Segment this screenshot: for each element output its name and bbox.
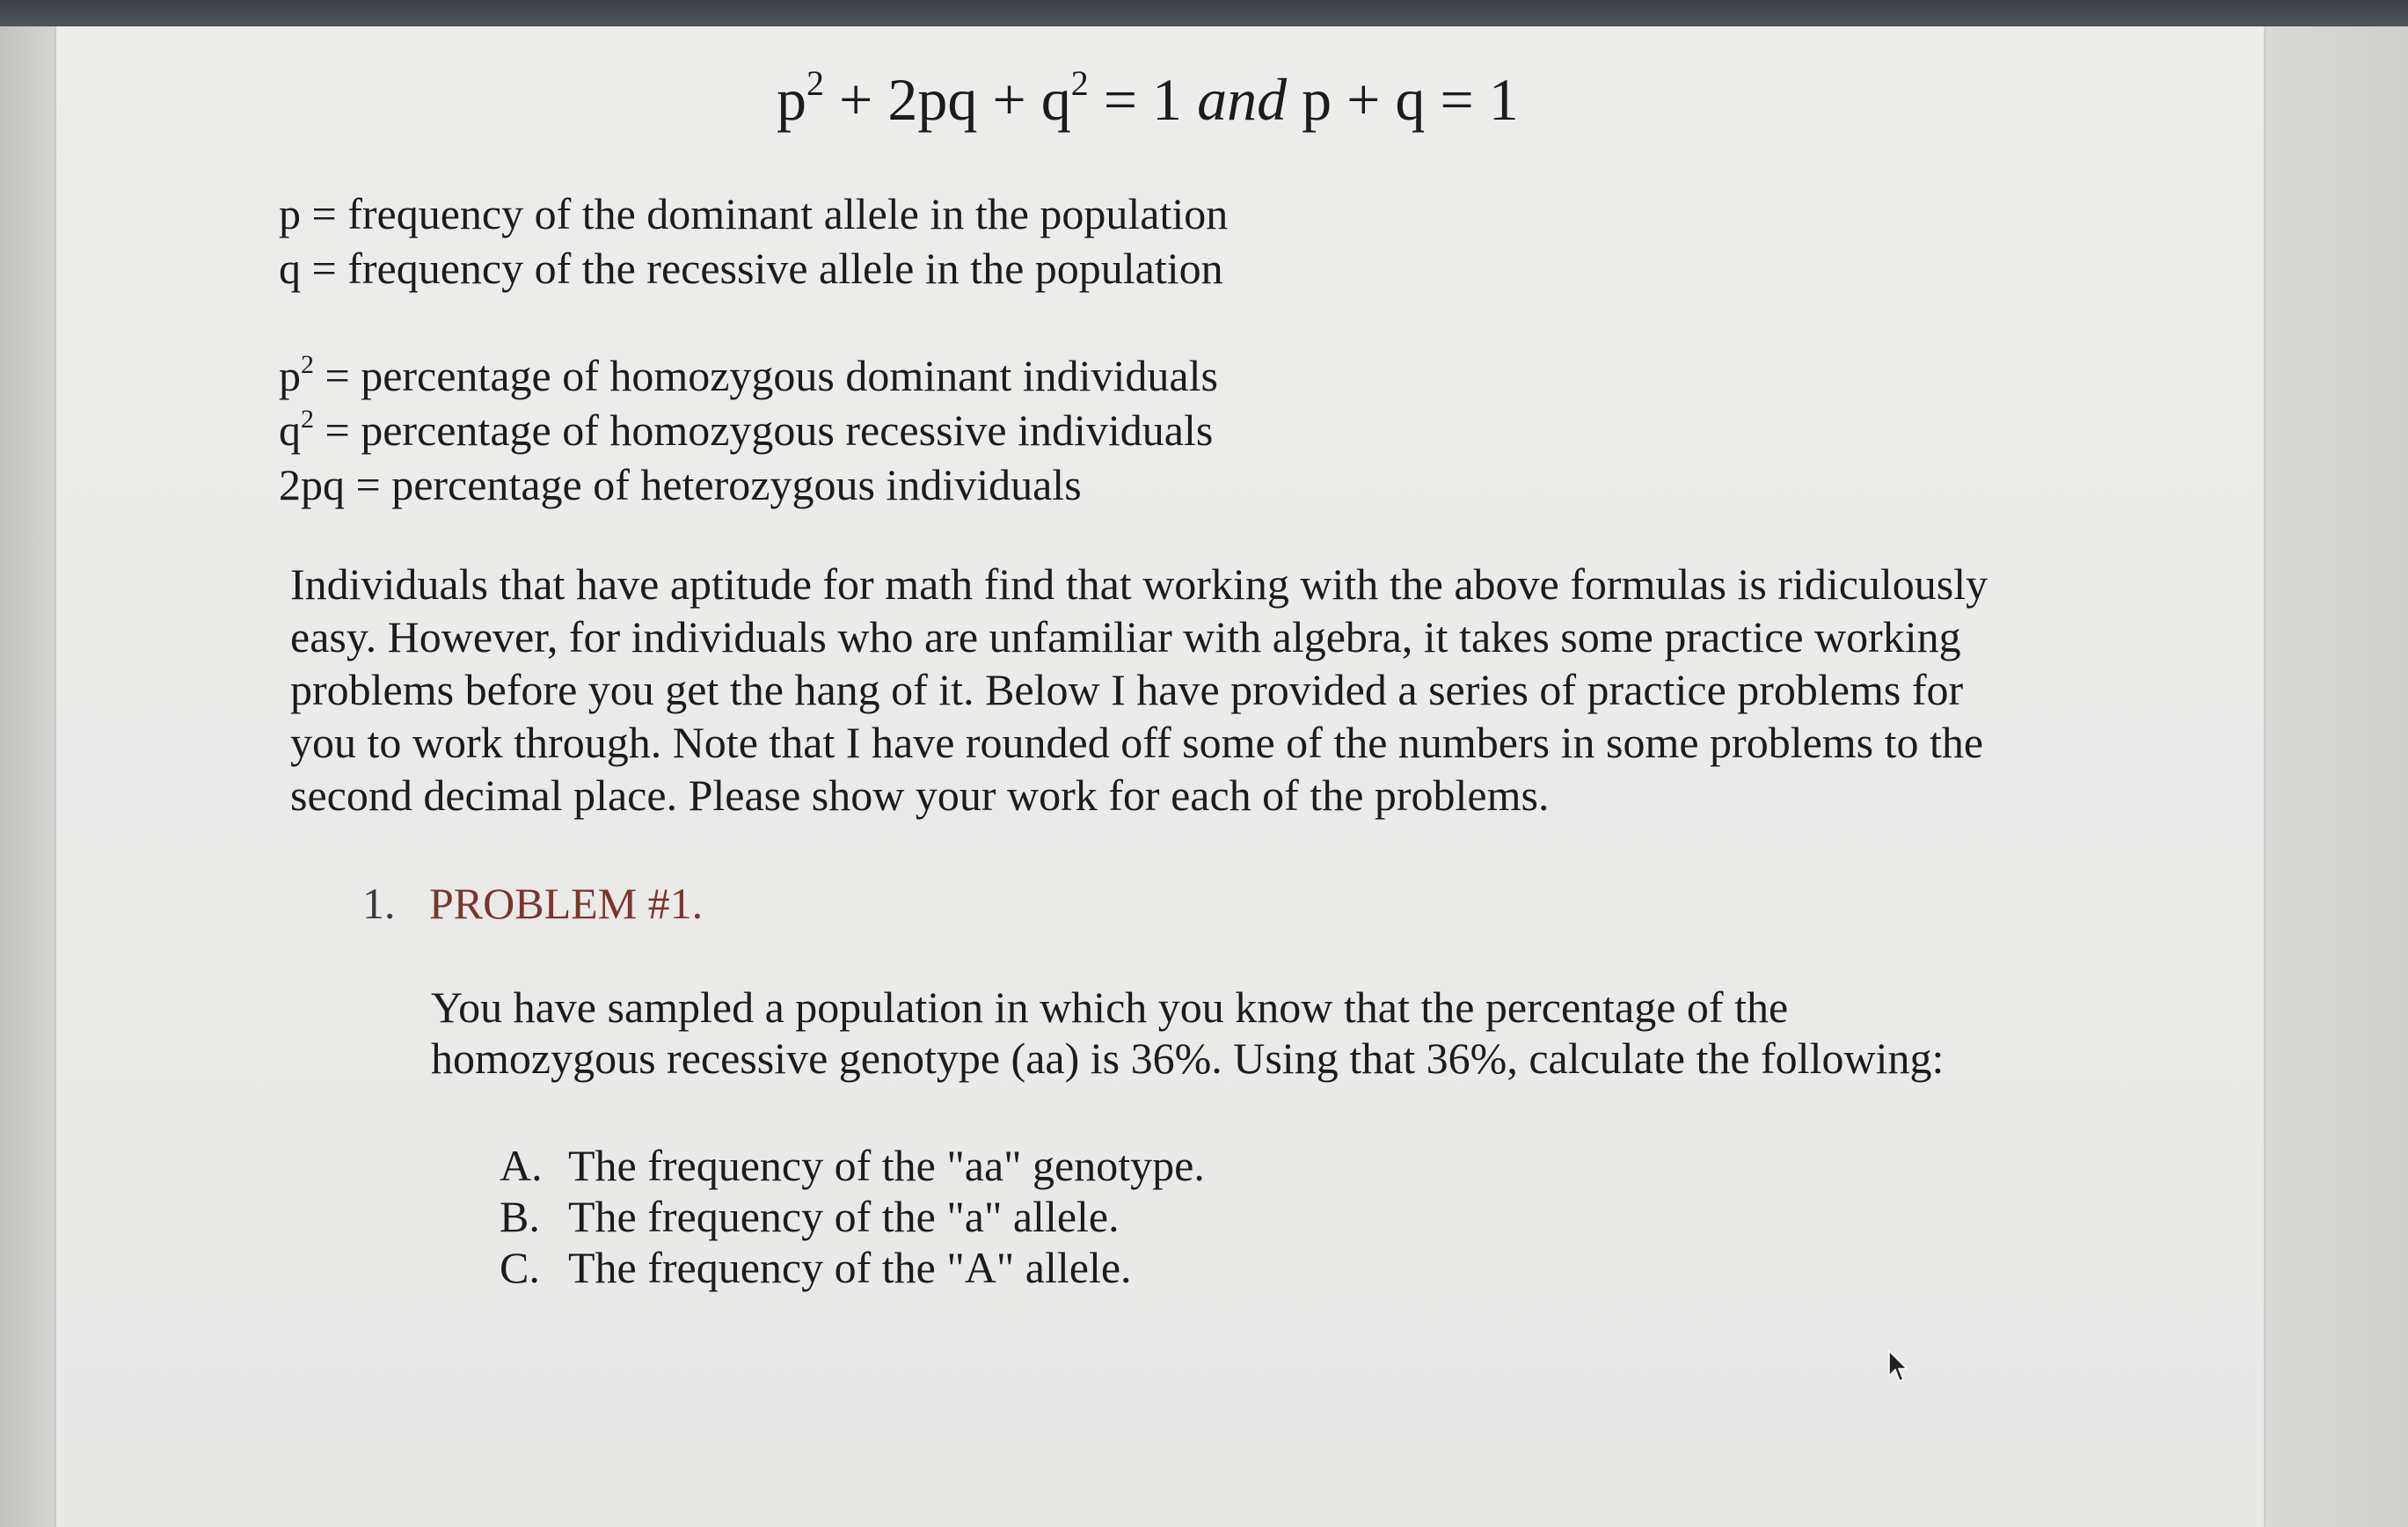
paragraph-line: second decimal place. Please show your work for each of the problems.: [290, 771, 1550, 820]
problem-description: [431, 982, 1944, 1084]
paragraph-line: Individuals that have aptitude for math find that working with the above formulas is ridiculously: [290, 559, 1988, 609]
intro-paragraph: [290, 558, 2049, 822]
question-item-a: A. The frequency of the "aa" genotype.: [500, 1141, 1205, 1190]
problem-number: 1.: [362, 879, 396, 928]
problem-title: PROBLEM #1.: [429, 879, 704, 928]
definition-2pq: 2pq = percentage of heterozygous individuals: [279, 460, 1082, 509]
question-item-c: C. The frequency of the "A" allele.: [500, 1243, 1132, 1292]
right-margin: [2264, 26, 2408, 1527]
question-item-b: B. The frequency of the "a" allele.: [500, 1192, 1120, 1241]
problem-text-line: homozygous recessive genotype (aa) is 36%. Using that 36%, calculate the following:: [431, 1034, 1945, 1083]
definition-p: p = frequency of the dominant allele in the population: [279, 189, 1229, 238]
paragraph-line: you to work through. Note that I have rounded off some of the numbers in some problems to the: [290, 718, 1984, 767]
window-top-bar: [0, 0, 2408, 26]
definition-q: q = frequency of the recessive allele in the population: [279, 244, 1223, 293]
definition-p-squared: $p^2$ = percentage of homozygous dominant individuals: [279, 350, 1218, 400]
problem-text-line: You have sampled a population in which you know that the percentage of the: [431, 983, 1789, 1032]
paragraph-line: easy. However, for individuals who are unfamiliar with algebra, it takes some practice working: [290, 612, 1961, 661]
arrow-cursor-icon: [1887, 1349, 1908, 1385]
hardy-weinberg-formula: $p^2 + 2pq + q^2 = 1$ and p + q = 1: [777, 63, 1519, 133]
paragraph-line: problems before you get the hang of it. Below I have provided a series of practice problems for: [290, 665, 1964, 714]
definition-q-squared: $q^2$ = percentage of homozygous recessive individuals: [279, 405, 1214, 455]
